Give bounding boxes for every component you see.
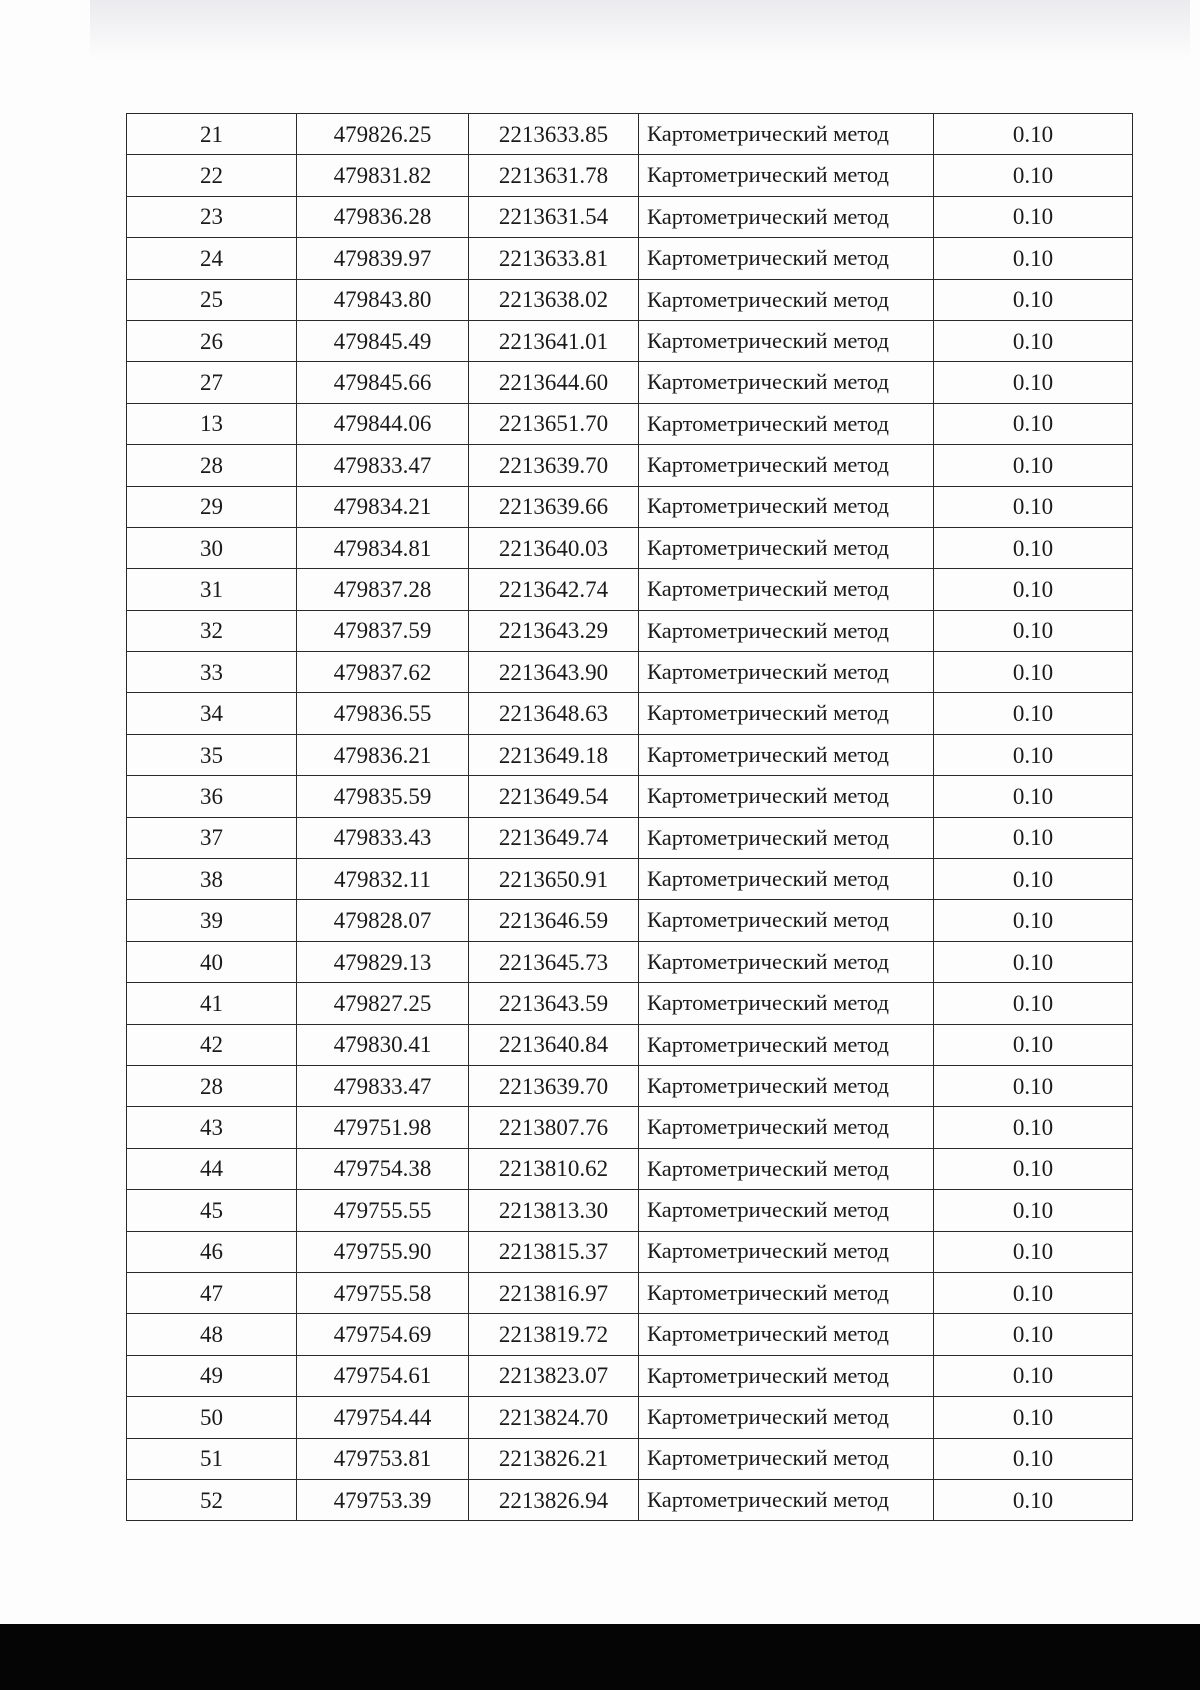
x-coordinate-cell: 479826.25 — [297, 114, 469, 155]
method-cell: Картометрический метод — [639, 403, 934, 444]
table-row — [127, 114, 1133, 155]
y-coordinate-cell: 2213643.29 — [469, 610, 639, 651]
point-number-cell: 34 — [127, 693, 297, 734]
error-cell: 0.10 — [934, 486, 1133, 527]
point-number-cell: 38 — [127, 859, 297, 900]
method-cell: Картометрический метод — [639, 900, 934, 941]
table-row — [127, 403, 1133, 444]
x-coordinate-cell: 479829.13 — [297, 941, 469, 982]
coordinates-table-body — [127, 114, 1133, 1521]
table-row — [127, 445, 1133, 486]
y-coordinate-cell: 2213644.60 — [469, 362, 639, 403]
error-cell: 0.10 — [934, 1190, 1133, 1231]
y-coordinate-cell: 2213649.74 — [469, 817, 639, 858]
y-coordinate-cell: 2213807.76 — [469, 1107, 639, 1148]
point-number-cell: 46 — [127, 1231, 297, 1272]
x-coordinate-cell: 479755.90 — [297, 1231, 469, 1272]
point-number-cell: 39 — [127, 900, 297, 941]
y-coordinate-cell: 2213639.70 — [469, 445, 639, 486]
coordinates-table — [126, 113, 1133, 1521]
method-cell: Картометрический метод — [639, 196, 934, 237]
method-cell: Картометрический метод — [639, 817, 934, 858]
x-coordinate-cell: 479837.28 — [297, 569, 469, 610]
error-cell: 0.10 — [934, 1107, 1133, 1148]
error-cell: 0.10 — [934, 238, 1133, 279]
x-coordinate-cell: 479755.58 — [297, 1272, 469, 1313]
y-coordinate-cell: 2213640.03 — [469, 527, 639, 568]
y-coordinate-cell: 2213826.94 — [469, 1479, 639, 1520]
point-number-cell: 35 — [127, 734, 297, 775]
method-cell: Картометрический метод — [639, 362, 934, 403]
point-number-cell: 36 — [127, 776, 297, 817]
method-cell: Картометрический метод — [639, 693, 934, 734]
x-coordinate-cell: 479753.39 — [297, 1479, 469, 1520]
table-row — [127, 279, 1133, 320]
table-row — [127, 652, 1133, 693]
error-cell: 0.10 — [934, 1438, 1133, 1479]
point-number-cell: 27 — [127, 362, 297, 403]
x-coordinate-cell: 479754.61 — [297, 1355, 469, 1396]
point-number-cell: 32 — [127, 610, 297, 651]
error-cell: 0.10 — [934, 1272, 1133, 1313]
y-coordinate-cell: 2213646.59 — [469, 900, 639, 941]
x-coordinate-cell: 479837.59 — [297, 610, 469, 651]
point-number-cell: 24 — [127, 238, 297, 279]
error-cell: 0.10 — [934, 941, 1133, 982]
error-cell: 0.10 — [934, 859, 1133, 900]
error-cell: 0.10 — [934, 1355, 1133, 1396]
point-number-cell: 43 — [127, 1107, 297, 1148]
y-coordinate-cell: 2213642.74 — [469, 569, 639, 610]
x-coordinate-cell: 479836.21 — [297, 734, 469, 775]
x-coordinate-cell: 479833.47 — [297, 1065, 469, 1106]
scan-shadow — [90, 0, 1190, 60]
point-number-cell: 41 — [127, 983, 297, 1024]
error-cell: 0.10 — [934, 652, 1133, 693]
table-row — [127, 1190, 1133, 1231]
point-number-cell: 30 — [127, 527, 297, 568]
x-coordinate-cell: 479753.81 — [297, 1438, 469, 1479]
y-coordinate-cell: 2213641.01 — [469, 320, 639, 361]
error-cell: 0.10 — [934, 983, 1133, 1024]
method-cell: Картометрический метод — [639, 320, 934, 361]
x-coordinate-cell: 479844.06 — [297, 403, 469, 444]
point-number-cell: 40 — [127, 941, 297, 982]
error-cell: 0.10 — [934, 900, 1133, 941]
point-number-cell: 23 — [127, 196, 297, 237]
error-cell: 0.10 — [934, 610, 1133, 651]
point-number-cell: 31 — [127, 569, 297, 610]
x-coordinate-cell: 479754.69 — [297, 1314, 469, 1355]
x-coordinate-cell: 479839.97 — [297, 238, 469, 279]
error-cell: 0.10 — [934, 155, 1133, 196]
y-coordinate-cell: 2213813.30 — [469, 1190, 639, 1231]
y-coordinate-cell: 2213631.54 — [469, 196, 639, 237]
point-number-cell: 28 — [127, 445, 297, 486]
y-coordinate-cell: 2213649.54 — [469, 776, 639, 817]
table-row — [127, 1065, 1133, 1106]
point-number-cell: 25 — [127, 279, 297, 320]
y-coordinate-cell: 2213645.73 — [469, 941, 639, 982]
table-row — [127, 320, 1133, 361]
method-cell: Картометрический метод — [639, 1479, 934, 1520]
method-cell: Картометрический метод — [639, 1314, 934, 1355]
error-cell: 0.10 — [934, 693, 1133, 734]
point-number-cell: 22 — [127, 155, 297, 196]
table-row — [127, 238, 1133, 279]
method-cell: Картометрический метод — [639, 859, 934, 900]
table-row — [127, 900, 1133, 941]
scan-bottom-edge — [0, 1624, 1200, 1690]
table-row — [127, 486, 1133, 527]
method-cell: Картометрический метод — [639, 1438, 934, 1479]
x-coordinate-cell: 479836.28 — [297, 196, 469, 237]
y-coordinate-cell: 2213826.21 — [469, 1438, 639, 1479]
point-number-cell: 49 — [127, 1355, 297, 1396]
table-row — [127, 1397, 1133, 1438]
table-row — [127, 1107, 1133, 1148]
method-cell: Картометрический метод — [639, 776, 934, 817]
x-coordinate-cell: 479751.98 — [297, 1107, 469, 1148]
error-cell: 0.10 — [934, 362, 1133, 403]
x-coordinate-cell: 479845.66 — [297, 362, 469, 403]
x-coordinate-cell: 479833.43 — [297, 817, 469, 858]
method-cell: Картометрический метод — [639, 1190, 934, 1231]
error-cell: 0.10 — [934, 817, 1133, 858]
y-coordinate-cell: 2213810.62 — [469, 1148, 639, 1189]
table-row — [127, 610, 1133, 651]
point-number-cell: 42 — [127, 1024, 297, 1065]
y-coordinate-cell: 2213648.63 — [469, 693, 639, 734]
method-cell: Картометрический метод — [639, 238, 934, 279]
y-coordinate-cell: 2213815.37 — [469, 1231, 639, 1272]
point-number-cell: 44 — [127, 1148, 297, 1189]
x-coordinate-cell: 479832.11 — [297, 859, 469, 900]
point-number-cell: 33 — [127, 652, 297, 693]
error-cell: 0.10 — [934, 320, 1133, 361]
x-coordinate-cell: 479754.38 — [297, 1148, 469, 1189]
table-row — [127, 1024, 1133, 1065]
x-coordinate-cell: 479836.55 — [297, 693, 469, 734]
x-coordinate-cell: 479835.59 — [297, 776, 469, 817]
point-number-cell: 29 — [127, 486, 297, 527]
point-number-cell: 28 — [127, 1065, 297, 1106]
method-cell: Картометрический метод — [639, 114, 934, 155]
y-coordinate-cell: 2213651.70 — [469, 403, 639, 444]
point-number-cell: 45 — [127, 1190, 297, 1231]
table-row — [127, 1272, 1133, 1313]
method-cell: Картометрический метод — [639, 1148, 934, 1189]
y-coordinate-cell: 2213638.02 — [469, 279, 639, 320]
point-number-cell: 21 — [127, 114, 297, 155]
method-cell: Картометрический метод — [639, 1024, 934, 1065]
method-cell: Картометрический метод — [639, 983, 934, 1024]
x-coordinate-cell: 479827.25 — [297, 983, 469, 1024]
method-cell: Картометрический метод — [639, 941, 934, 982]
point-number-cell: 51 — [127, 1438, 297, 1479]
y-coordinate-cell: 2213640.84 — [469, 1024, 639, 1065]
error-cell: 0.10 — [934, 527, 1133, 568]
error-cell: 0.10 — [934, 1314, 1133, 1355]
table-row — [127, 776, 1133, 817]
x-coordinate-cell: 479830.41 — [297, 1024, 469, 1065]
table-row — [127, 734, 1133, 775]
method-cell: Картометрический метод — [639, 279, 934, 320]
y-coordinate-cell: 2213639.70 — [469, 1065, 639, 1106]
point-number-cell: 52 — [127, 1479, 297, 1520]
error-cell: 0.10 — [934, 1231, 1133, 1272]
x-coordinate-cell: 479845.49 — [297, 320, 469, 361]
table-row — [127, 983, 1133, 1024]
point-number-cell: 50 — [127, 1397, 297, 1438]
y-coordinate-cell: 2213639.66 — [469, 486, 639, 527]
method-cell: Картометрический метод — [639, 1272, 934, 1313]
x-coordinate-cell: 479755.55 — [297, 1190, 469, 1231]
method-cell: Картометрический метод — [639, 610, 934, 651]
method-cell: Картометрический метод — [639, 1231, 934, 1272]
error-cell: 0.10 — [934, 1065, 1133, 1106]
method-cell: Картометрический метод — [639, 1397, 934, 1438]
error-cell: 0.10 — [934, 1397, 1133, 1438]
method-cell: Картометрический метод — [639, 569, 934, 610]
point-number-cell: 47 — [127, 1272, 297, 1313]
error-cell: 0.10 — [934, 196, 1133, 237]
table-row — [127, 527, 1133, 568]
y-coordinate-cell: 2213816.97 — [469, 1272, 639, 1313]
y-coordinate-cell: 2213631.78 — [469, 155, 639, 196]
point-number-cell: 48 — [127, 1314, 297, 1355]
point-number-cell: 13 — [127, 403, 297, 444]
x-coordinate-cell: 479828.07 — [297, 900, 469, 941]
table-row — [127, 155, 1133, 196]
table-row — [127, 1314, 1133, 1355]
error-cell: 0.10 — [934, 1024, 1133, 1065]
table-row — [127, 196, 1133, 237]
error-cell: 0.10 — [934, 1148, 1133, 1189]
y-coordinate-cell: 2213643.90 — [469, 652, 639, 693]
error-cell: 0.10 — [934, 569, 1133, 610]
y-coordinate-cell: 2213633.81 — [469, 238, 639, 279]
y-coordinate-cell: 2213649.18 — [469, 734, 639, 775]
x-coordinate-cell: 479833.47 — [297, 445, 469, 486]
y-coordinate-cell: 2213819.72 — [469, 1314, 639, 1355]
method-cell: Картометрический метод — [639, 652, 934, 693]
point-number-cell: 26 — [127, 320, 297, 361]
x-coordinate-cell: 479843.80 — [297, 279, 469, 320]
method-cell: Картометрический метод — [639, 527, 934, 568]
x-coordinate-cell: 479837.62 — [297, 652, 469, 693]
error-cell: 0.10 — [934, 114, 1133, 155]
method-cell: Картометрический метод — [639, 1355, 934, 1396]
error-cell: 0.10 — [934, 776, 1133, 817]
y-coordinate-cell: 2213643.59 — [469, 983, 639, 1024]
method-cell: Картометрический метод — [639, 1107, 934, 1148]
table-row — [127, 1148, 1133, 1189]
method-cell: Картометрический метод — [639, 155, 934, 196]
error-cell: 0.10 — [934, 734, 1133, 775]
table-row — [127, 362, 1133, 403]
table-row — [127, 1479, 1133, 1520]
table-row — [127, 941, 1133, 982]
table-row — [127, 859, 1133, 900]
table-row — [127, 817, 1133, 858]
x-coordinate-cell: 479831.82 — [297, 155, 469, 196]
table-row — [127, 1231, 1133, 1272]
point-number-cell: 37 — [127, 817, 297, 858]
method-cell: Картометрический метод — [639, 1065, 934, 1106]
error-cell: 0.10 — [934, 1479, 1133, 1520]
table-row — [127, 1355, 1133, 1396]
error-cell: 0.10 — [934, 403, 1133, 444]
table-row — [127, 693, 1133, 734]
x-coordinate-cell: 479834.81 — [297, 527, 469, 568]
y-coordinate-cell: 2213633.85 — [469, 114, 639, 155]
table-row — [127, 569, 1133, 610]
table-row — [127, 1438, 1133, 1479]
method-cell: Картометрический метод — [639, 445, 934, 486]
y-coordinate-cell: 2213824.70 — [469, 1397, 639, 1438]
method-cell: Картометрический метод — [639, 486, 934, 527]
method-cell: Картометрический метод — [639, 734, 934, 775]
x-coordinate-cell: 479834.21 — [297, 486, 469, 527]
x-coordinate-cell: 479754.44 — [297, 1397, 469, 1438]
error-cell: 0.10 — [934, 445, 1133, 486]
y-coordinate-cell: 2213823.07 — [469, 1355, 639, 1396]
y-coordinate-cell: 2213650.91 — [469, 859, 639, 900]
error-cell: 0.10 — [934, 279, 1133, 320]
